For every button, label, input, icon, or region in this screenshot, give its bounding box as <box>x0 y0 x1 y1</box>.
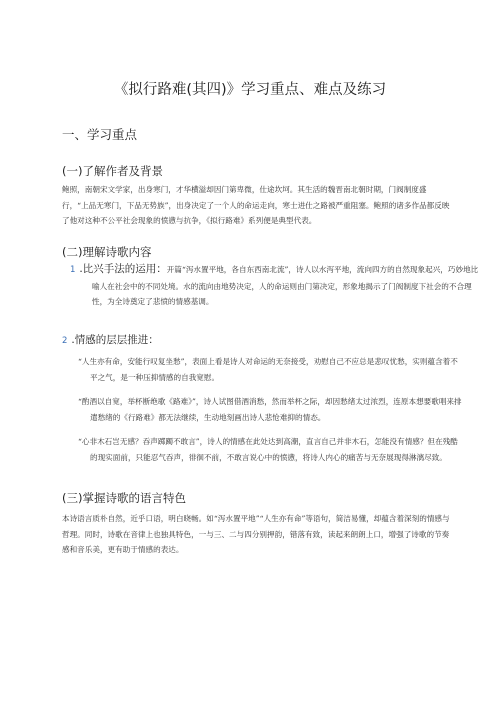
author-background-paragraph: 鲍照，南朝宋文学家，出身寒门，才华横溢却因门第卑微，仕途坎坷。其生活的魏晋南北朝时期，门阀制度盛行，“上品无寒门，下品无势族”，出身决定了一个人的命运走向，寒士进仕之路被严重阻塞。鲍照的诸多作品都反映了他对这种不公平社会现象的愤懑与抗争，《拟行路难》系列便是典型代表。 <box>62 185 450 225</box>
section-heading-key-points: 一、学习重点 <box>62 127 138 142</box>
list-item-text: 开篇“泻水置平地，各自东西南北流”，诗人以水泻平地，流向四方的自然现象起兴，巧妙地比喻人在社会中的不同处境。水的流向由地势决定，人的命运则由门第决定，形象地揭示了门阀制度下社会的不合理性，为全诗奠定了悲愤的情感基调。 <box>92 265 479 306</box>
quote-paragraph: “人生亦有命，安能行叹复坐愁”，表面上看是诗人对命运的无奈接受，劝慰自己不应总是悲叹忧愁，实则蕴含着不平之气，是一种压抑情感的自我宽慰。 <box>78 357 458 382</box>
quote-paragraph: “酌酒以自宽，举杯断绝歌《路难》”，诗人试图借酒消愁，然而举杯之际，却因愁绪太过浓烈，连原本想要歌唱来排遣愁绪的《行路难》都无法继续，生动地刻画出诗人悲怆难抑的情态。 <box>78 397 462 422</box>
list-item-lead: .情感的层层推进： <box>71 334 159 346</box>
subsection-heading-author: (一)了解作者及背景 <box>62 164 163 178</box>
language-features-paragraph: 本诗语言质朴自然，近乎口语，明白晓畅。如“泻水置平地”“人生亦有命”等语句，简洁易懂，却蕴含着深刻的情感与哲理。同时，诗歌在音律上也独具特色，一与三、二与四分别押韵，错落有致，读起来朗朗上口，增强了诗歌的节奏感和音乐美，更有助于情感的表达。 <box>62 514 450 554</box>
subsection-heading-content: (二)理解诗歌内容 <box>62 245 152 259</box>
list-item-lead: .比兴手法的运用： <box>79 263 167 275</box>
document-title: 《拟行路难(其四)》学习重点、难点及练习 <box>113 82 387 98</box>
subsection-heading-language: (三)掌握诗歌的语言特色 <box>62 491 186 505</box>
list-item-number: 1 <box>70 265 76 275</box>
list-item-metaphor <box>62 262 482 310</box>
list-item-emotion <box>62 333 452 350</box>
quote-paragraph: “心非木石岂无感？吞声踯躅不敢言”，诗人的情感在此处达到高潮，直言自己并非木石，怎能没有情感？但在残酷的现实面前，只能忍气吞声，徘徊不前，不敢言说心中的愤懑，将诗人内心的痛苦与无奈展现得淋漓尽致。 <box>78 437 458 462</box>
list-item-number: 2 <box>62 336 68 346</box>
